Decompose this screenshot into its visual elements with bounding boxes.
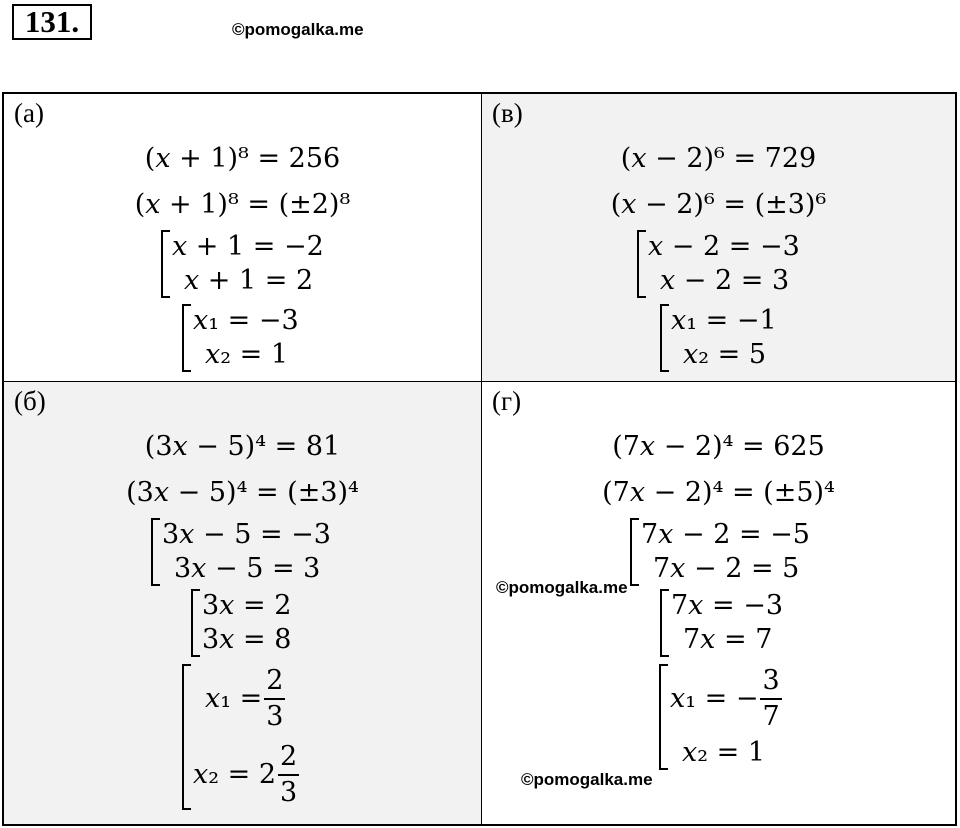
system-line: 𝑥 − 2 = 3 (660, 265, 790, 296)
square-bracket (161, 230, 170, 298)
watermark: ©pomogalka.me (521, 770, 653, 789)
system-line: 7𝑥 − 2 = −5 (641, 519, 810, 550)
equation: (𝑥 + 1)⁸ = 256 (144, 143, 341, 174)
square-bracket (151, 518, 160, 586)
system-line: 𝑥₁ = −1 (671, 305, 777, 336)
system-line: 3𝑥 = 2 (202, 590, 292, 621)
system-line: 7𝑥 = −3 (671, 590, 783, 621)
equation-system (161, 230, 324, 298)
equation: (3𝑥 − 5)⁴ = 81 (144, 431, 341, 462)
equation: (7𝑥 − 2)⁴ = 625 (612, 431, 825, 462)
cell-label: (в) (492, 98, 523, 128)
watermark: ©pomogalka.me (496, 578, 628, 597)
equation-system (660, 304, 777, 372)
system-line (670, 664, 782, 734)
equation-system (637, 230, 800, 298)
cell-a (4, 94, 482, 382)
equation: (3𝑥 − 5)⁴ = (±3)⁴ (126, 477, 359, 508)
equation-system (191, 589, 291, 657)
square-bracket (660, 304, 669, 372)
square-bracket (659, 664, 668, 770)
system-line (193, 664, 299, 734)
fraction (760, 664, 781, 734)
fraction-denominator: 3 (280, 777, 298, 808)
system-line-lhs: 𝑥₂ = 2 (193, 759, 277, 790)
system-line: 3𝑥 − 5 = 3 (174, 553, 321, 584)
square-bracket (182, 664, 191, 810)
fraction-denominator: 7 (762, 701, 780, 732)
equation: (7𝑥 − 2)⁴ = (±5)⁴ (602, 477, 835, 508)
system-line: 𝑥 + 1 = 2 (184, 265, 314, 296)
system-line: 𝑥₂ = 1 (682, 737, 766, 768)
system-line (193, 740, 299, 810)
system-line-lhs: 𝑥₁ = − (670, 683, 759, 714)
system-line: 𝑥₁ = −3 (193, 305, 299, 336)
fraction (278, 740, 299, 810)
task-number: 131. (12, 4, 92, 40)
equation-system (151, 518, 331, 586)
equation-system (659, 664, 782, 770)
cell-label: (б) (14, 386, 46, 416)
system-line: 3𝑥 = 8 (202, 624, 292, 655)
square-bracket (660, 589, 669, 657)
system-line: 𝑥 − 2 = −3 (648, 231, 800, 262)
square-bracket (637, 230, 646, 298)
equation-system (660, 589, 783, 657)
fraction-numerator: 2 (264, 664, 285, 700)
system-line: 7𝑥 − 2 = 5 (653, 553, 800, 584)
square-bracket (182, 304, 191, 372)
system-line-lhs: 𝑥₁ = (205, 683, 263, 714)
fraction-numerator: 3 (760, 664, 781, 700)
cell-v (482, 94, 955, 382)
fraction-denominator: 3 (266, 701, 284, 732)
cell-b (4, 382, 482, 824)
equation-system (182, 304, 299, 372)
cell-label: (г) (492, 386, 522, 416)
equation: (𝑥 − 2)⁶ = (±3)⁶ (610, 189, 827, 220)
system-line: 𝑥₂ = 5 (683, 339, 767, 370)
equation-system (630, 518, 810, 586)
system-line: 7𝑥 = 7 (683, 624, 773, 655)
system-line: 3𝑥 − 5 = −3 (162, 519, 331, 550)
fraction (264, 664, 285, 734)
system-line: 𝑥₂ = 1 (205, 339, 289, 370)
cell-label: (а) (14, 98, 44, 128)
watermark: ©pomogalka.me (232, 20, 364, 39)
system-line: 𝑥 + 1 = −2 (172, 231, 324, 262)
square-bracket (191, 589, 200, 657)
square-bracket (630, 518, 639, 586)
fraction-numerator: 2 (278, 740, 299, 776)
equation: (𝑥 + 1)⁸ = (±2)⁸ (134, 189, 351, 220)
equation: (𝑥 − 2)⁶ = 729 (620, 143, 817, 174)
solution-table (2, 92, 957, 826)
equation-system (182, 664, 299, 810)
cell-g (482, 382, 955, 824)
